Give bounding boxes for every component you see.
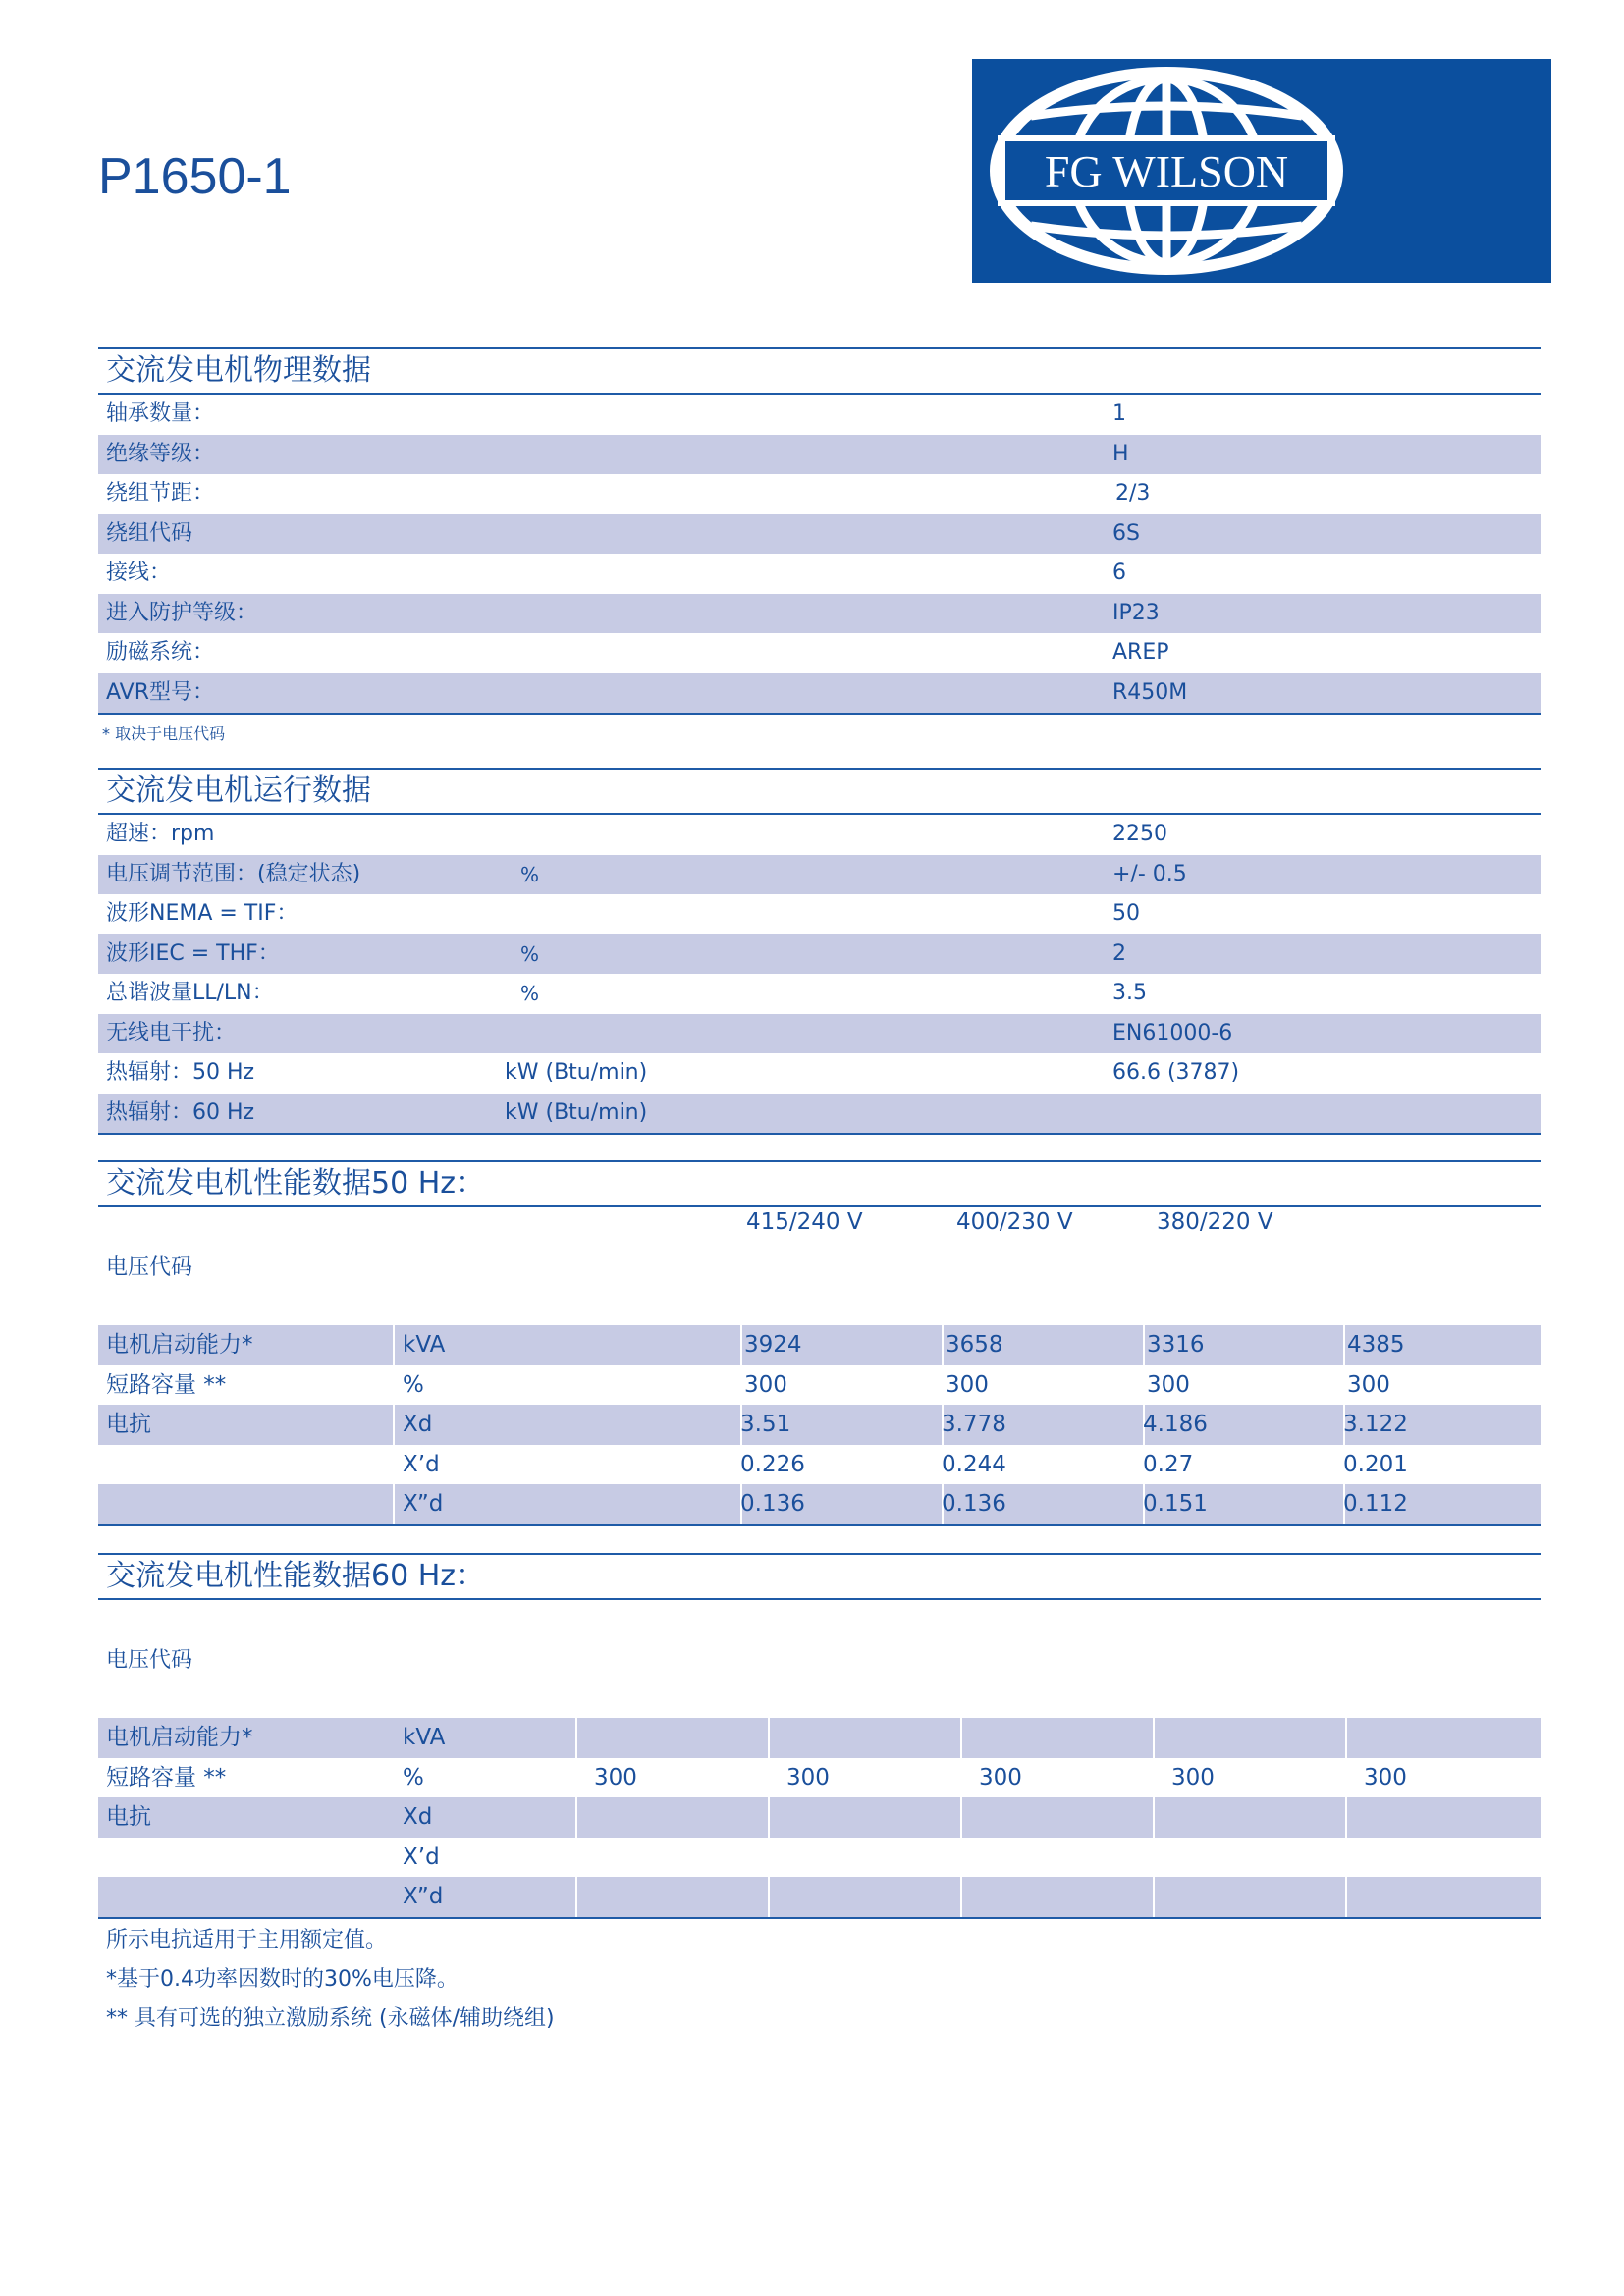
row-value: 3.51	[740, 1412, 791, 1437]
performance-50hz-section	[98, 1160, 1541, 1526]
column-divider	[942, 1365, 944, 1406]
row-value: 3.778	[942, 1412, 1006, 1437]
row-label: 电压调节范围：(稳定状态)	[106, 861, 361, 886]
row-label: 轴承数量：	[106, 401, 215, 426]
fg-wilson-logo	[972, 59, 1551, 283]
column-divider	[768, 1718, 770, 1758]
footnote-line: ** 具有可选的独立激励系统 (永磁体/辅助绕组)	[106, 2005, 555, 2031]
row-unit: X’d	[403, 1843, 440, 1870]
voltage-code-label: 电压代码	[106, 1648, 193, 1673]
table-row	[98, 435, 1541, 475]
row-value: 0.151	[1143, 1491, 1208, 1517]
row-label: 电抗	[106, 1412, 151, 1437]
footnote: * 取决于电压代码	[102, 724, 226, 743]
section-heading: 交流发电机性能数据60 Hz：	[98, 1553, 1541, 1600]
column-divider	[1153, 1718, 1155, 1758]
row-value: 300	[786, 1764, 830, 1790]
row-value: 2250	[1112, 822, 1167, 846]
voltage-code-label: 电压代码	[106, 1255, 193, 1280]
row-label: 接线：	[106, 561, 172, 585]
table-row	[98, 633, 1541, 673]
row-value: 3.122	[1343, 1412, 1408, 1437]
column-divider	[960, 1758, 962, 1798]
column-divider	[1153, 1758, 1155, 1798]
row-value: 6	[1112, 561, 1126, 585]
globe-logo-icon	[972, 59, 1551, 283]
row-unit: Xd	[403, 1804, 433, 1830]
table-row	[98, 934, 1541, 975]
performance-60hz-section	[98, 1553, 1541, 2039]
row-unit: X’d	[403, 1451, 440, 1477]
column-divider	[575, 1797, 577, 1838]
performance-50hz-table	[98, 1325, 1541, 1526]
row-value: 3316	[1147, 1332, 1205, 1358]
row-value: 0.27	[1143, 1451, 1194, 1477]
column-divider	[1345, 1718, 1347, 1758]
row-unit: %	[403, 1764, 424, 1790]
row-value: 300	[594, 1764, 637, 1790]
column-divider	[1345, 1797, 1347, 1838]
row-value: IP23	[1112, 600, 1160, 625]
column-divider	[1345, 1838, 1347, 1878]
column-divider	[1345, 1758, 1347, 1798]
row-label: 无线电干扰：	[106, 1020, 237, 1045]
column-divider	[1153, 1877, 1155, 1917]
column-divider	[768, 1838, 770, 1878]
logo-text: FG WILSON	[1044, 146, 1289, 196]
row-label: 热辐射：60 Hz	[106, 1099, 255, 1125]
table-row	[98, 673, 1541, 714]
column-divider	[960, 1797, 962, 1838]
row-value: 0.244	[942, 1451, 1006, 1477]
row-value: 3.5	[1112, 981, 1147, 1005]
row-label: 电机启动能力*	[106, 1725, 253, 1750]
row-unit: kVA	[403, 1725, 446, 1750]
table-row	[98, 815, 1541, 855]
row-value: 0.136	[942, 1491, 1006, 1517]
table-row	[98, 855, 1541, 895]
column-divider	[575, 1838, 577, 1878]
column-divider	[393, 1484, 395, 1524]
performance-60hz-table	[98, 1718, 1541, 1919]
physical-data-section	[98, 347, 1541, 772]
voltage-column-header: 380/220 V	[1157, 1209, 1273, 1235]
row-value: 66.6 (3787)	[1112, 1060, 1240, 1085]
column-divider	[768, 1758, 770, 1798]
voltage-header	[98, 1207, 1541, 1325]
row-label: 总谐波量LL/LN：	[106, 981, 274, 1005]
row-value: 0.226	[740, 1451, 805, 1477]
table-row	[98, 474, 1541, 514]
row-value: EN61000-6	[1112, 1020, 1233, 1045]
table-row	[98, 395, 1541, 435]
row-value: +/- 0.5	[1112, 861, 1187, 886]
physical-data-table	[98, 395, 1541, 715]
section-heading: 交流发电机运行数据	[98, 768, 1541, 815]
column-divider	[1343, 1325, 1345, 1365]
section-heading: 交流发电机性能数据50 Hz：	[98, 1160, 1541, 1207]
footnote-line: 所示电抗适用于主用额定值。	[106, 1927, 388, 1952]
row-label: 绕组代码	[106, 520, 193, 546]
row-value: 2	[1112, 940, 1126, 966]
table-row	[98, 1797, 1541, 1838]
table-row	[98, 1094, 1541, 1134]
row-label: 热辐射：50 Hz	[106, 1060, 255, 1085]
row-unit: X”d	[403, 1491, 444, 1517]
column-divider	[740, 1325, 742, 1365]
table-row	[98, 1405, 1541, 1445]
row-value: AREP	[1112, 640, 1169, 665]
row-unit: %	[520, 941, 540, 966]
footnote-line: *基于0.4功率因数时的30%电压降。	[106, 1966, 459, 1992]
row-label: 波形IEC = THF：	[106, 940, 280, 966]
model-title: P1650-1	[98, 148, 292, 205]
row-label: 短路容量 **	[106, 1371, 227, 1398]
row-value: 6S	[1112, 520, 1140, 546]
row-label: 短路容量 **	[106, 1764, 227, 1790]
column-divider	[740, 1365, 742, 1406]
column-divider	[1153, 1797, 1155, 1838]
row-value: 300	[1147, 1371, 1190, 1398]
row-value: 4.186	[1143, 1412, 1208, 1437]
table-row	[98, 1484, 1541, 1524]
operating-data-table	[98, 815, 1541, 1135]
row-value: 0.112	[1343, 1491, 1408, 1517]
table-row	[98, 1838, 1541, 1878]
table-row	[98, 554, 1541, 594]
row-value: 50	[1112, 901, 1140, 926]
table-row	[98, 1877, 1541, 1917]
column-divider	[1153, 1838, 1155, 1878]
row-label: 励磁系统：	[106, 640, 215, 665]
row-label: 超速：rpm	[106, 822, 215, 846]
table-row	[98, 974, 1541, 1014]
column-divider	[1143, 1365, 1145, 1406]
column-divider	[960, 1838, 962, 1878]
row-value: 1	[1112, 401, 1126, 426]
table-row	[98, 594, 1541, 634]
row-unit: %	[520, 862, 540, 886]
column-divider	[960, 1877, 962, 1917]
column-divider	[575, 1758, 577, 1798]
row-value: 2/3	[1115, 481, 1151, 506]
row-value: 300	[946, 1371, 989, 1398]
row-unit: %	[520, 982, 540, 1005]
row-label: 电机启动能力*	[106, 1332, 253, 1358]
row-label: 电抗	[106, 1804, 151, 1830]
row-label: 进入防护等级：	[106, 600, 258, 625]
table-row	[98, 1758, 1541, 1798]
voltage-column-header: 415/240 V	[746, 1209, 863, 1235]
operating-data-section	[98, 768, 1541, 1135]
column-divider	[1345, 1877, 1347, 1917]
row-value: 4385	[1347, 1332, 1405, 1358]
column-divider	[393, 1445, 395, 1485]
voltage-column-header: 400/230 V	[956, 1209, 1073, 1235]
column-divider	[768, 1877, 770, 1917]
table-row	[98, 1445, 1541, 1485]
column-divider	[960, 1718, 962, 1758]
column-divider	[1343, 1365, 1345, 1406]
table-row	[98, 1365, 1541, 1406]
column-divider	[575, 1718, 577, 1758]
row-value: R450M	[1112, 679, 1188, 705]
row-value: 300	[979, 1764, 1022, 1790]
row-value: 3658	[946, 1332, 1003, 1358]
column-divider	[1143, 1325, 1145, 1365]
row-label: AVR型号：	[106, 679, 214, 705]
row-unit: Xd	[403, 1412, 433, 1437]
table-row	[98, 1053, 1541, 1094]
row-unit: X”d	[403, 1884, 444, 1909]
row-value: 300	[1347, 1371, 1390, 1398]
column-divider	[393, 1405, 395, 1445]
row-label: 绝缘等级：	[106, 441, 215, 466]
table-row	[98, 1014, 1541, 1054]
row-unit: kW (Btu/min)	[505, 1060, 648, 1085]
table-row	[98, 894, 1541, 934]
row-unit: %	[403, 1371, 424, 1398]
table-row	[98, 1718, 1541, 1758]
table-row	[98, 1325, 1541, 1365]
row-value: 300	[744, 1371, 787, 1398]
column-divider	[768, 1797, 770, 1838]
column-divider	[393, 1325, 395, 1365]
row-value: 0.136	[740, 1491, 805, 1517]
section-heading: 交流发电机物理数据	[98, 347, 1541, 395]
column-divider	[575, 1877, 577, 1917]
row-value: H	[1112, 441, 1129, 466]
row-value: 300	[1364, 1764, 1407, 1790]
column-divider	[393, 1365, 395, 1406]
row-value: 3924	[744, 1332, 802, 1358]
row-unit: kW (Btu/min)	[505, 1099, 648, 1125]
table-row	[98, 514, 1541, 555]
row-unit: kVA	[403, 1332, 446, 1358]
row-label: 绕组节距：	[106, 481, 215, 506]
row-value: 0.201	[1343, 1451, 1408, 1477]
column-divider	[942, 1325, 944, 1365]
footnotes	[98, 1919, 1541, 2039]
row-label: 波形NEMA = TIF：	[106, 901, 298, 926]
voltage-header	[98, 1600, 1541, 1718]
row-value: 300	[1171, 1764, 1215, 1790]
